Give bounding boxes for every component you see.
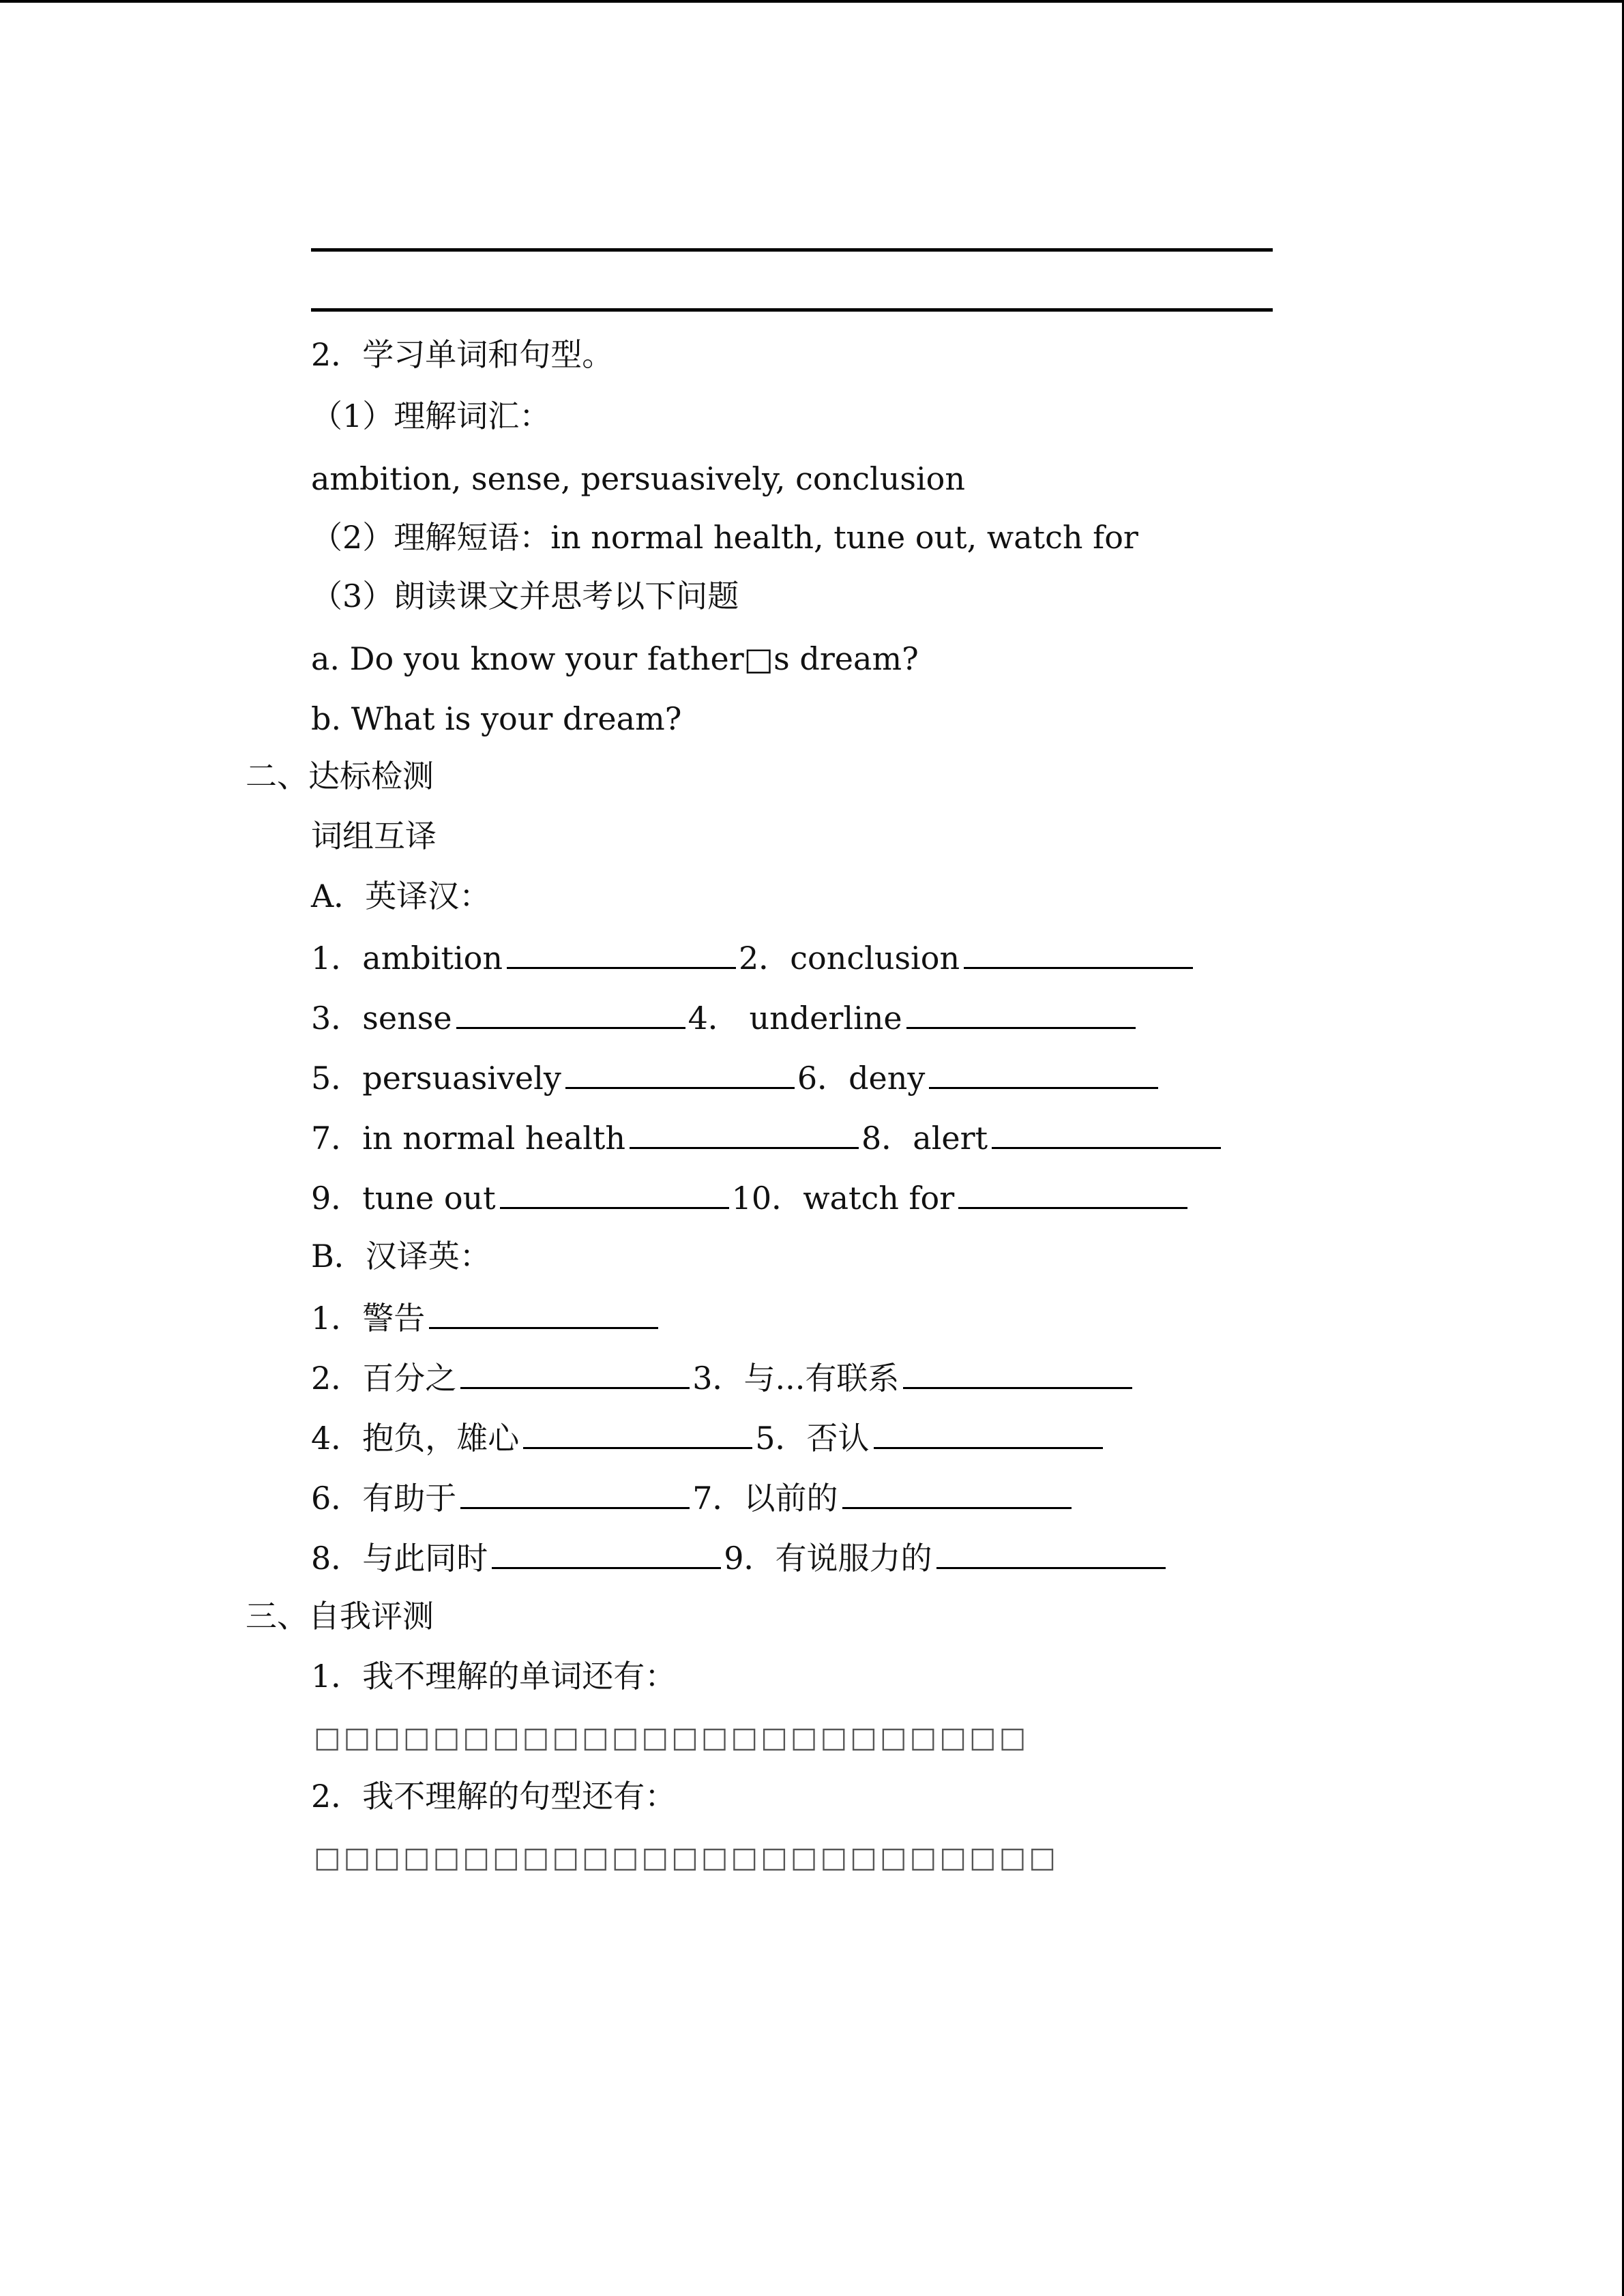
answer-blank[interactable] — [903, 1356, 1132, 1389]
section2-subheading: 词组互译 — [311, 818, 437, 854]
answer-blank[interactable] — [929, 1056, 1158, 1089]
partB-item: 3．与...有联系 — [692, 1360, 900, 1397]
placeholder-boxes-1: □□□□□□□□□□□□□□□□□□□□□□□□ — [314, 1720, 1029, 1754]
partB-title: B．汉译英： — [311, 1238, 491, 1274]
partB-row-5 — [311, 1536, 1168, 1579]
answer-rule-1 — [311, 248, 1273, 252]
section2-heading: 二、达标检测 — [246, 758, 434, 794]
vocab-list: ambition, sense, persuasively, conclusion — [311, 460, 965, 497]
partB-item: 8．与此同时 — [311, 1540, 488, 1577]
answer-blank[interactable] — [958, 1176, 1187, 1209]
question-b: b. What is your dream? — [311, 700, 682, 737]
partB-row-2 — [311, 1356, 1135, 1399]
partA-item: 7．in normal health — [311, 1120, 626, 1157]
page-top-border — [0, 0, 1624, 3]
partB-item: 5．否认 — [755, 1420, 870, 1457]
partA-row-1 — [311, 936, 1196, 979]
phrase-title: （2）理解短语：in normal health, tune out, watch for — [311, 519, 1138, 556]
partB-item: 9．有说服力的 — [724, 1540, 932, 1577]
partA-item: 6．deny — [797, 1060, 926, 1097]
answer-blank[interactable] — [992, 1116, 1221, 1149]
partA-item: 10．watch for — [731, 1180, 955, 1217]
partA-title: A．英译汉： — [311, 878, 491, 914]
answer-blank[interactable] — [460, 1476, 690, 1509]
partA-item: 4． underline — [688, 1000, 902, 1037]
partA-row-4 — [311, 1116, 1224, 1159]
question-a: a. Do you know your father□s dream? — [311, 640, 919, 677]
section3-item2: 2．我不理解的句型还有： — [311, 1778, 677, 1815]
partB-item: 2．百分之 — [311, 1360, 457, 1397]
partA-item: 3．sense — [311, 1000, 452, 1037]
partA-row-5 — [311, 1176, 1190, 1219]
partB-item: 4．抱负，雄心 — [311, 1420, 520, 1457]
vocab-title: （1）理解词汇： — [311, 398, 551, 434]
partB-row-3 — [311, 1416, 1106, 1459]
answer-blank[interactable] — [630, 1116, 859, 1149]
partA-item: 8．alert — [861, 1120, 988, 1157]
partB-row-4 — [311, 1476, 1074, 1519]
answer-blank[interactable] — [906, 996, 1136, 1029]
partB-item: 1．警告 — [311, 1300, 426, 1337]
answer-blank[interactable] — [456, 996, 685, 1029]
reading-title: （3）朗读课文并思考以下问题 — [311, 578, 739, 614]
section3-heading: 三、自我评测 — [246, 1598, 434, 1635]
answer-blank[interactable] — [460, 1356, 690, 1389]
partA-item: 9．tune out — [311, 1180, 496, 1217]
placeholder-boxes-2: □□□□□□□□□□□□□□□□□□□□□□□□□ — [314, 1840, 1059, 1874]
answer-blank[interactable] — [964, 936, 1193, 969]
section3-item1: 1．我不理解的单词还有： — [311, 1658, 677, 1695]
answer-blank[interactable] — [492, 1536, 721, 1569]
partA-row-3 — [311, 1056, 1161, 1099]
partB-item: 6．有助于 — [311, 1480, 457, 1517]
answer-blank[interactable] — [842, 1476, 1072, 1509]
partA-item: 5．persuasively — [311, 1060, 561, 1097]
partA-item: 2．conclusion — [739, 940, 960, 976]
answer-blank[interactable] — [523, 1416, 752, 1449]
answer-blank[interactable] — [936, 1536, 1166, 1569]
answer-blank[interactable] — [500, 1176, 729, 1209]
item2-title: 2．学习单词和句型。 — [311, 336, 614, 373]
partB-row-1 — [311, 1296, 661, 1339]
answer-rule-2 — [311, 308, 1273, 312]
partA-row-2 — [311, 996, 1138, 1039]
partA-item: 1．ambition — [311, 940, 503, 976]
answer-blank[interactable] — [874, 1416, 1103, 1449]
partB-item: 7．以前的 — [692, 1480, 838, 1517]
answer-blank[interactable] — [565, 1056, 795, 1089]
answer-blank[interactable] — [507, 936, 736, 969]
answer-blank[interactable] — [429, 1296, 658, 1329]
